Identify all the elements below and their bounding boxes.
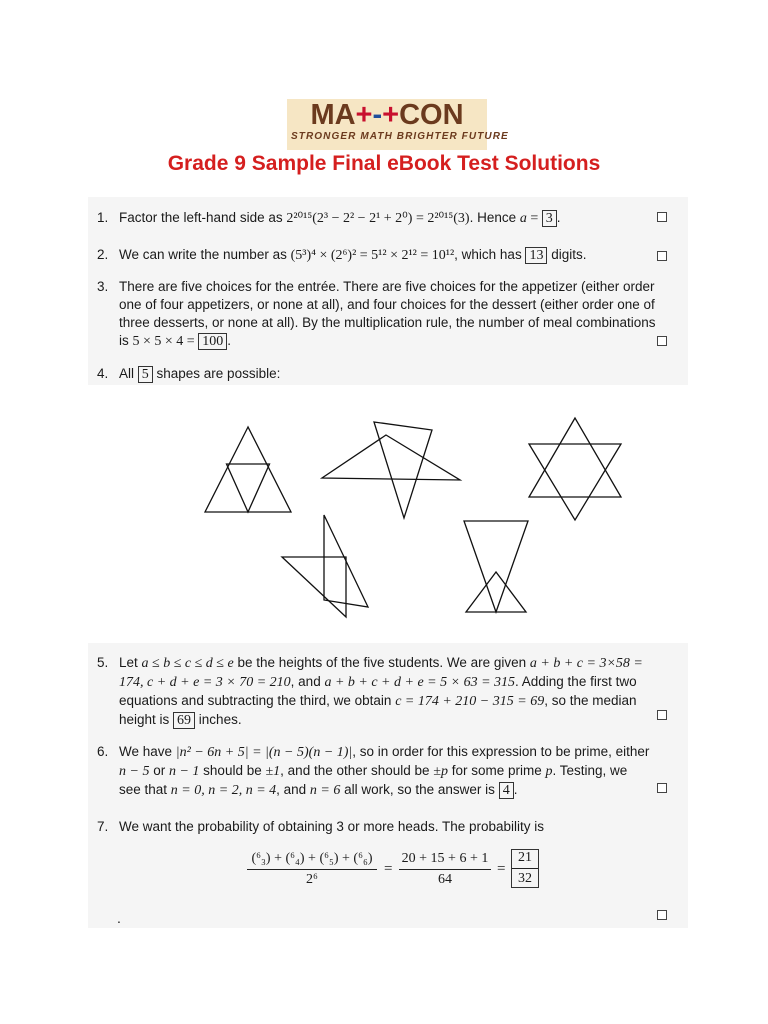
shape-inverted-triangle bbox=[464, 521, 528, 612]
shape-overlapping-triangles bbox=[322, 422, 460, 518]
problem-7: 7. We want the probability of obtaining 3 or more heads. The probability is bbox=[97, 819, 544, 834]
problem-4: 4. All 5 shapes are possible: bbox=[97, 366, 281, 382]
answer-box: 21 32 bbox=[511, 849, 539, 888]
problem-2: 2. We can write the number as (5³)⁴ × (2⁶)² = 5¹² × 2¹² = 10¹², which has 13 digits. bbox=[97, 247, 587, 263]
qed-square bbox=[657, 710, 667, 720]
probability-equation: (⁶₃) + (⁶₄) + (⁶₅) + (⁶₆) 2⁶ = 20 + 15 + 6 + 1 64 = 21 32 bbox=[247, 847, 547, 895]
page-title: Grade 9 Sample Final eBook Test Solutions bbox=[167, 152, 601, 175]
trailing-period: . bbox=[117, 910, 121, 926]
shape-overlapping-right-triangles bbox=[282, 515, 368, 617]
answer-box: 5 bbox=[138, 366, 153, 383]
shape-triangle-subdivided bbox=[205, 427, 291, 512]
answer-box: 100 bbox=[198, 333, 227, 350]
problem-1: 1. Factor the left-hand side as 2²⁰¹⁵(2³ − 2² − 2¹ + 2⁰) = 2²⁰¹⁵(3). Hence a = 3 . bbox=[97, 210, 561, 226]
answer-box: 3 bbox=[542, 210, 557, 227]
fraction-binomials: (⁶₃) + (⁶₄) + (⁶₅) + (⁶₆) 2⁶ bbox=[247, 851, 377, 888]
shape-star-of-david bbox=[529, 418, 621, 520]
fraction-sum: 20 + 15 + 6 + 1 64 bbox=[399, 851, 491, 888]
answer-box: 69 bbox=[173, 712, 195, 729]
answer-box: 4 bbox=[499, 782, 514, 799]
qed-square bbox=[657, 910, 667, 920]
problem-6: 6. We have |n² − 6n + 5| = |(n − 5)(n − 1)|, so in order for this expression to be prime, either n − 5 or n − 1 should be ±1, and the other should be ±p for some prime p. Testing, we see that n = 0, n = 2, n = 4, and n = 6 all work, so the answer is 4 . bbox=[97, 744, 650, 798]
problem-5: 5. Let a ≤ b ≤ c ≤ d ≤ e be the heights of the five students. We are given a + b + c = 3×58 = 174, c + d + e = 3 × 70 = 210, and a + b + c + d + e = 5 × 63 = 315. Adding the first two equations and subtracting the third, we obtain c = 174 + 210 − 315 = 69, so the median height is 69 inches. bbox=[97, 655, 643, 728]
logo-wordmark: MA+-+CON bbox=[310, 99, 464, 131]
problem-3: 3. There are five choices for the entrée. There are five choices for the appetizer (either order one of four appetizers, or none at all), and four choices for the dessert (either order one of three desserts, or none at all). By the multiplication rule, the number of meal combinations is 5 × 5 × 4 = 100 . bbox=[97, 279, 656, 349]
logo-tagline: STRONGER MATH BRIGHTER FUTURE bbox=[291, 131, 509, 142]
qed-square bbox=[657, 783, 667, 793]
answer-box: 13 bbox=[525, 247, 547, 264]
